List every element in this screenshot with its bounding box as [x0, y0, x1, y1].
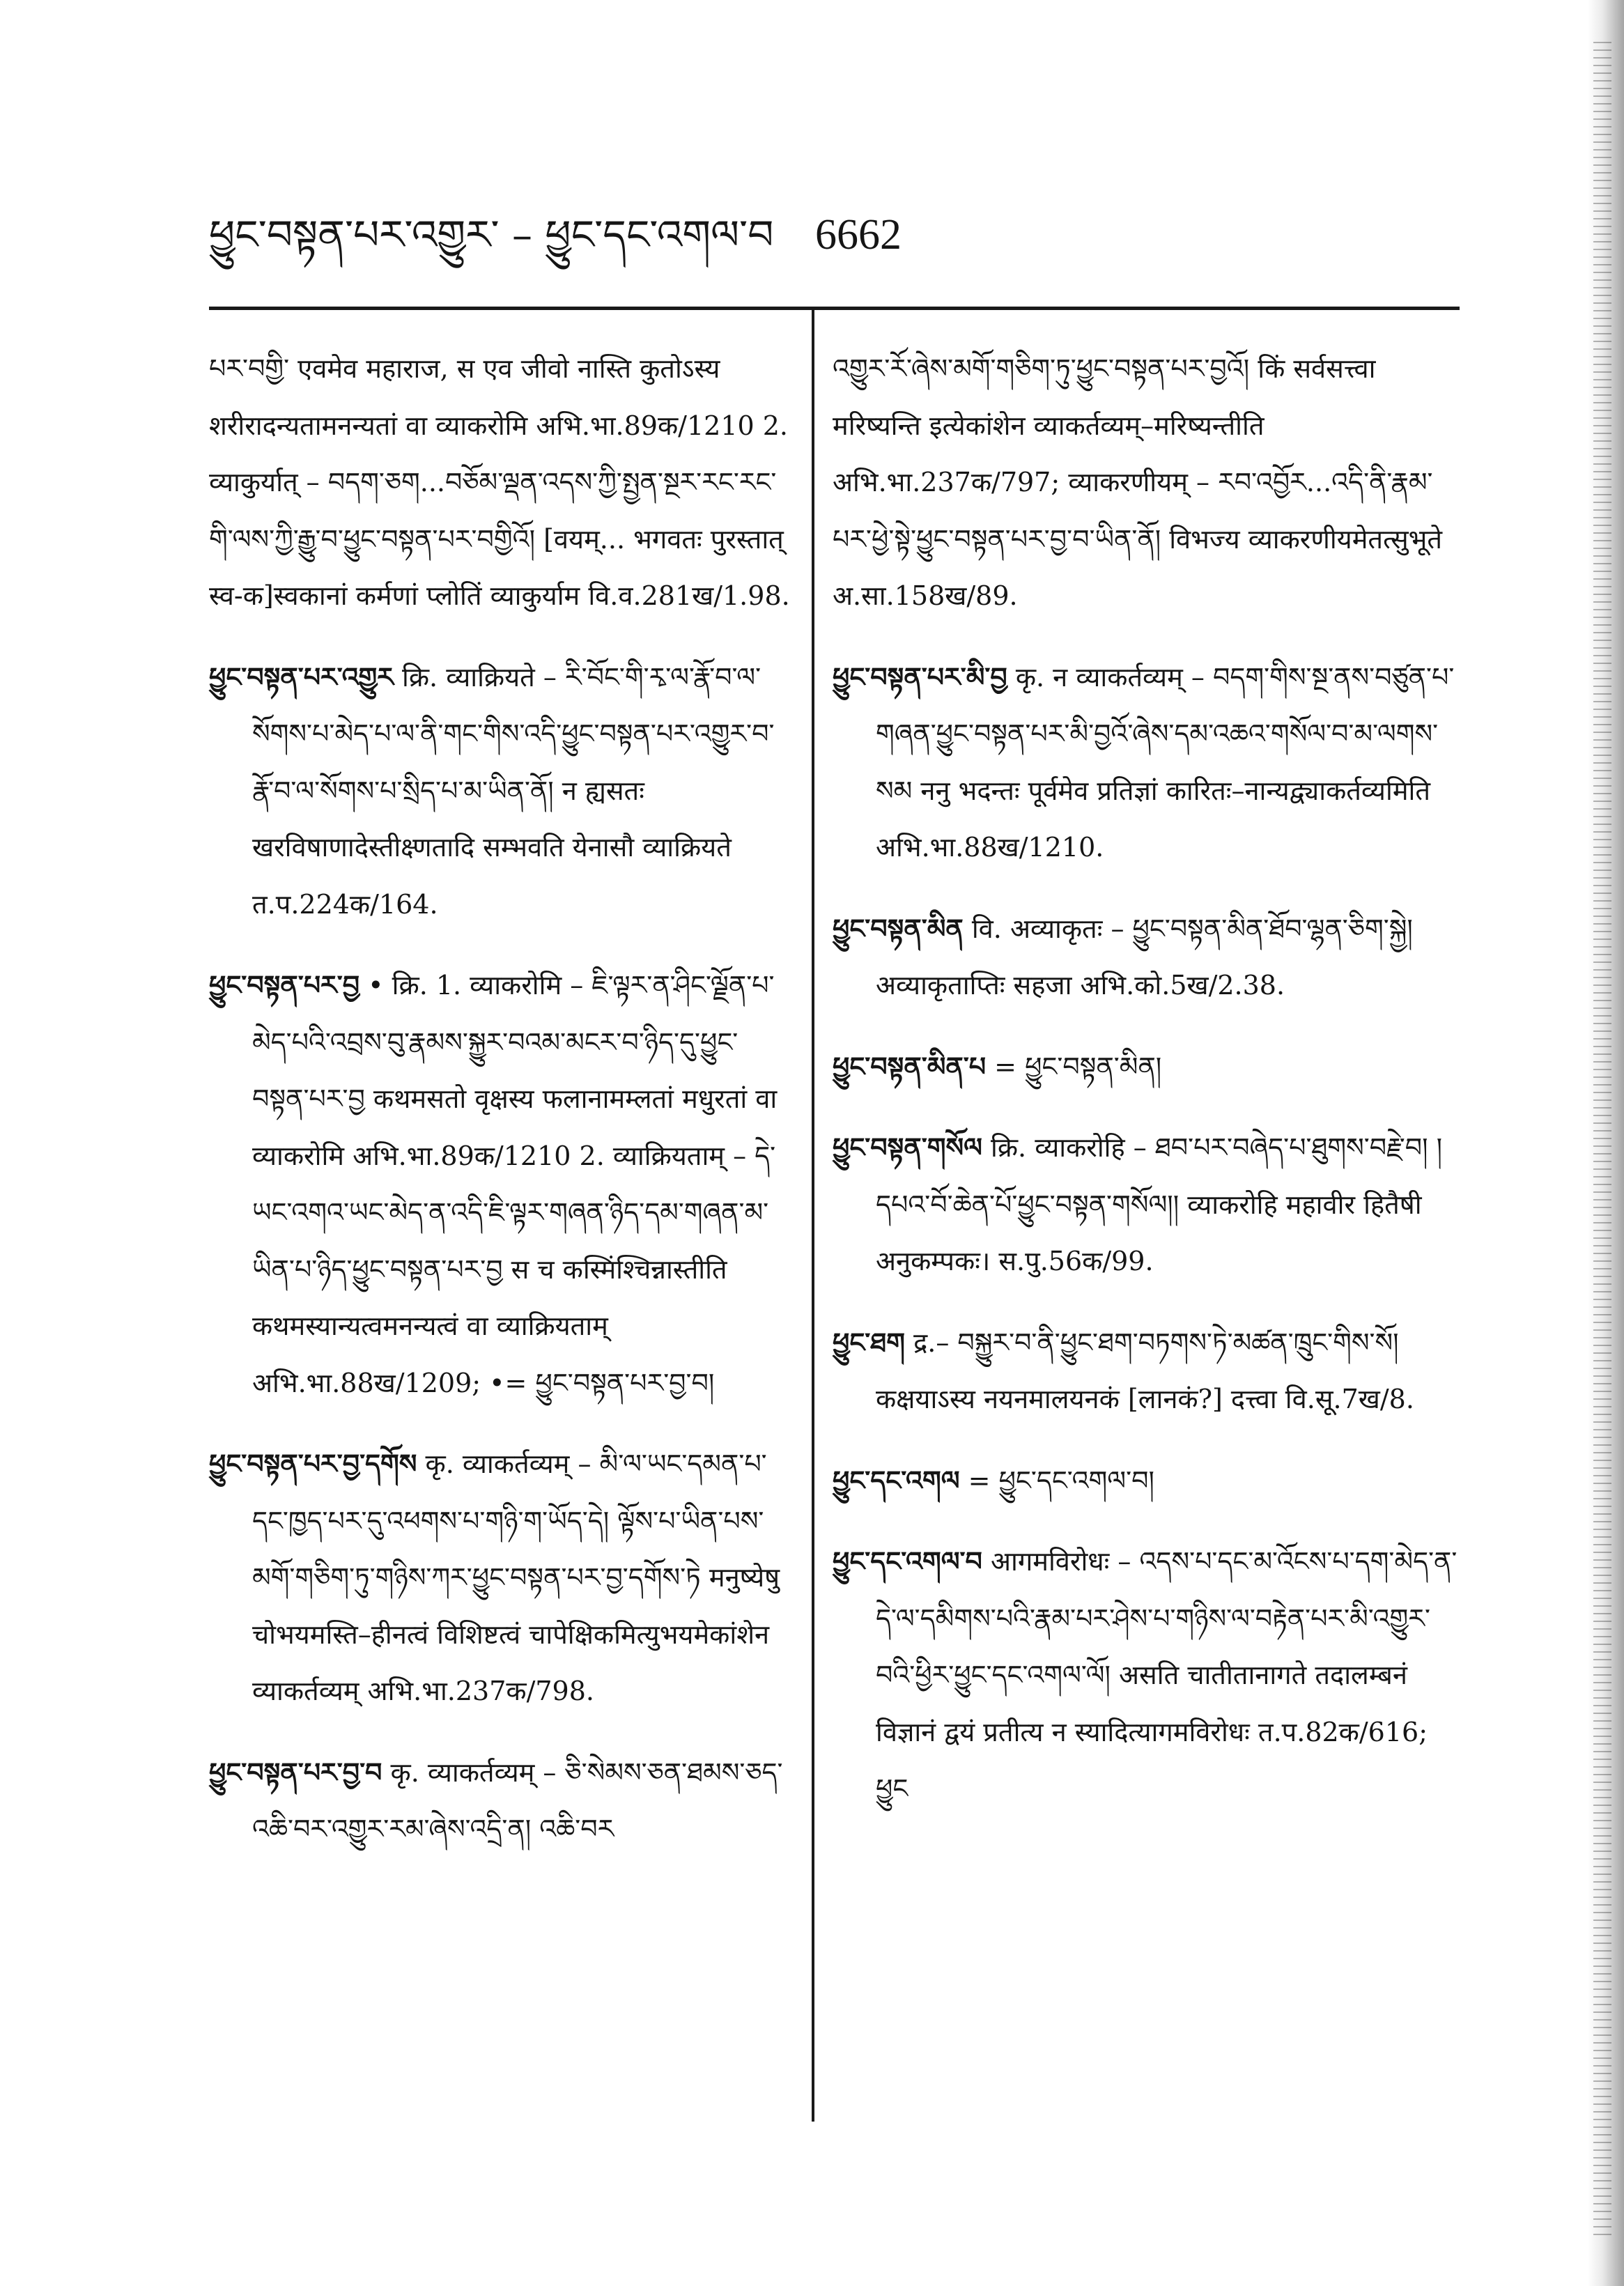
entry-headword: ཕྱུང་བསྟན་མིན — [833, 912, 964, 944]
entry-headword: ཕྱུང་བསྟན་མིན་པ — [833, 1050, 987, 1082]
entry-text: कृ. व्याकर्तव्यम् – ཅི་སེམས་ཅན་ཐམས་ཅད་འཆི་བར་འགྱུར་རམ་ཞེས་འདྲི་ན། འཆི་བར — [252, 1756, 783, 1844]
scan-edge-specks — [1593, 42, 1611, 2237]
entry-headword: ཕྱུང་བསྟན་པར་བྱ — [209, 969, 360, 1001]
column-divider — [812, 310, 814, 2122]
dictionary-entry — [833, 1314, 1460, 1428]
entry-headword: ཕྱུང་བསྟན་པར་བྱ་དགོས — [209, 1448, 417, 1479]
entry-text: कृ. न व्याकर्तव्यम् – བདག་གིས་སྔ་ནས་བཙུན་པ་གཞན་ཕྱུང་བསྟན་པར་མི་བྱའོ་ཞེས་དམ་འཆའ་གསོལ་བ་མ་ལགས་སམ ननु भदन्तः पूर्वमेव प्रतिज्ञां कारितः–नान्यद्व्याकर्तव्यमिति अभि.भा.88ख/1210. — [876, 661, 1455, 863]
left-column — [209, 340, 794, 2165]
entry-text: क्रि. व्याकरोहि – ཐབ་པར་བཞེད་པ་ཐུགས་བརྗེ་བ། །དཔའ་བོ་ཆེན་པོ་ཕྱུང་བསྟན་གསོལ།། व्याकरोहि महावीर हितैषी अनुकम्पकः। स.पु.56क/99. — [876, 1132, 1443, 1276]
entry-text: • क्रि. 1. व्याकरोमि – ཇི་ལྟར་ན་ཤིང་ལྗོན་པ་མེད་པའི་འབྲས་བུ་རྣམས་སྐྱུར་བའམ་མངར་བ་ཉིད་དུ་ཕྱུང་བསྟན་པར་བྱ कथमसतो वृक्षस्य फलानामम्लतां मधुरतां वा व्याकरोमि अभि.भा.89क/1210 2. व्याक्रियताम् – དེ་ཡང་འགའ་ཡང་མེད་ན་འདི་ཇི་ལྟར་གཞན་ཉིད་དམ་གཞན་མ་ཡིན་པ་ཉིད་ཕྱུང་བསྟན་པར་བྱ स च कस्मिंश्चिन्नास्तीति कथमस्यान्यत्वमनन्यत्वं वा व्याक्रियताम् अभि.भा.88ख/1209; •= ཕྱུང་བསྟན་པར་བྱ་བ། — [252, 970, 778, 1398]
entry-headword: ཕྱུང་བསྟན་པར་མི་བྱ — [833, 661, 1007, 693]
entry-text: द्र.– བསྐྱུར་བ་ནི་ཕྱུང་ཐག་བཏགས་ཏེ་མཚན་ཁྲུང་གིས་སོ། कक्षयाऽस्य नयनमालयनकं [लानकं?] दत्त्वा वि.सू.7ख/8. — [876, 1327, 1414, 1414]
entry-headword: ཕྱུང་བསྟན་པར་འགྱུར — [209, 661, 394, 693]
entry-text: कृ. व्याकर्तव्यम् – མི་ལ་ཡང་དམན་པ་དང་ཁྱད་པར་དུ་འཕགས་པ་གཉི་ག་ཡོད་དེ། ལྟོས་པ་ཡིན་པས་མགོ་གཅིག་ཏུ་གཉིས་ཀར་ཕྱུང་བསྟན་པར་བྱ་དགོས་ཏེ मनुष्येषु चोभयमस्ति–हीनत्वं विशिष्टत्वं चापेक्षिकमित्युभयमेकांशेन व्याकर्तव्यम् अभि.भा.237क/798. — [252, 1449, 780, 1706]
dictionary-entry — [833, 900, 1460, 1014]
dictionary-entry — [833, 1452, 1460, 1510]
entry-headword: ཕྱུང་ཐག — [833, 1326, 905, 1358]
entry-text: འགྱུར་རོ་ཞེས་མགོ་གཅིག་ཏུ་ཕྱུང་བསྟན་པར་བྱའོ། किं सर्वसत्त्वा मरिष्यन्ति इत्येकांशेन व्याकर्तव्यम्–मरिष्यन्तीति अभि.भा.237क/797; व्याकरणीयम् – རབ་འབྱོར...འདི་ནི་རྣམ་པར་ཕྱེ་སྟེ་ཕྱུང་བསྟན་པར་བྱ་བ་ཡིན་ནོ། विभज्य व्याकरणीयमेतत्सुभूते अ.सा.158ख/89. — [833, 353, 1443, 611]
dictionary-entry — [833, 1119, 1460, 1290]
entry-headword: ཕྱུང་བསྟན་པར་བྱ་བ — [209, 1756, 382, 1788]
dictionary-entry — [209, 340, 794, 625]
header-rule — [209, 307, 1460, 310]
entry-headword: ཕྱུང་དང་འགལ — [833, 1464, 960, 1496]
entry-text: वि. अव्याकृतः – ཕྱུང་བསྟན་མིན་ཐོབ་ལྷན་ཅིག་སྐྱེ། अव्याकृताप्तिः सहजा अभि.को.5ख/2.38. — [876, 913, 1413, 1001]
dictionary-entry — [209, 649, 794, 934]
entry-text: = ཕྱུང་བསྟན་མིན། — [994, 1051, 1162, 1082]
right-column — [833, 340, 1460, 2165]
dictionary-entry — [209, 1744, 794, 1858]
entry-headword: ཕྱུང་དང་འགལ་བ — [833, 1545, 982, 1577]
dictionary-entry — [209, 957, 794, 1412]
entry-text: པར་བགྱི་ एवमेव महाराज, स एव जीवो नास्ति कुतोऽस्य शरीरादन्यतामनन्यतां वा व्याकरोमि अभि.भा.89क/1210 2. व्याकुर्यात् – བདག་ཅག...བཅོམ་ལྡན་འདས་ཀྱི་སྤྱན་སྔར་རང་རང་གི་ལས་ཀྱི་རྒྱུ་བ་ཕྱུང་བསྟན་པར་བགྱིའོ། [वयम्... भगवतः पुरस्तात् स्व-क]स्वकानां कर्मणां प्लोतिं व्याकुर्याम वि.व.281ख/1.98. — [209, 353, 790, 611]
entry-text: = ཕྱུང་དང་འགལ་བ། — [968, 1465, 1154, 1496]
dictionary-entry — [833, 1038, 1460, 1096]
entry-headword: ཕྱུང་བསྟན་གསོལ — [833, 1132, 982, 1163]
running-head: ཕྱུང་བསྟན་པར་འགྱུར་ – ཕྱུང་དང་འགལ་བ — [209, 211, 774, 258]
dictionary-entry — [833, 649, 1460, 876]
entry-text: आगमविरोधः – འདས་པ་དང་མ་འོངས་པ་དག་མེད་ན་དེ་ལ་དམིགས་པའི་རྣམ་པར་ཤེས་པ་གཉིས་ལ་བརྟེན་པར་མི་འགྱུར་བའི་ཕྱིར་ཕྱུང་དང་འགལ་ལོ། असति चातीतानागते तदालम्बनं विज्ञानं द्वयं प्रतीत्य न स्यादित्यागमविरोधः त.प.82क/616; ཕྱུང — [876, 1546, 1457, 1804]
dictionary-entry — [833, 1533, 1460, 1818]
page-number: 6662 — [815, 211, 902, 258]
dictionary-entry — [209, 1435, 794, 1720]
entry-text: क्रि. व्याक्रियते – རི་བོང་གི་རྭ་ལ་རྣོ་བ་ལ་སོགས་པ་མེད་པ་ལ་ནི་གང་གིས་འདི་ཕྱུང་བསྟན་པར་འགྱུར་བ་རྣོ་བ་ལ་སོགས་པ་སྲིད་པ་མ་ཡིན་ནོ། न ह्यसतः खरविषाणादेस्तीक्ष्णतादि सम्भवति येनासौ व्याक्रियते त.प.224क/164. — [252, 661, 775, 920]
dictionary-entry — [833, 340, 1460, 625]
